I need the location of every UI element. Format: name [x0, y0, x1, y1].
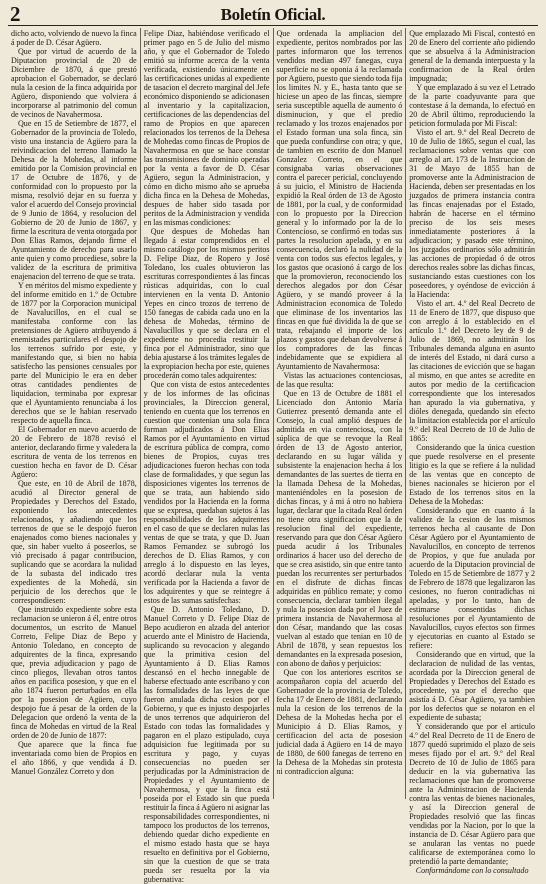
- paragraph: Y que emplazado á su vez el Letrado de la parte coadyuvante para que contestase á la demanda, lo efectuó en 20 de Abril último, reproduciendo la peticion formulada por Mi Fiscal:: [409, 83, 535, 128]
- paragraph: dicho acto, volviendo de nuevo la finca á poder de D. César Agüero.: [11, 29, 137, 47]
- paragraph: Que con los anteriores escritos se acompañaron copia del acuerdo del Gobernador de la provincia de Toledo, fecha 17 de Enero de 1881, declarando nula la cesion de los terrenos de la Dehesa de la Mohedas hecha por el Municipio á D. Elias Ramos, y certificacion del acta de posesion judicial dada á Agüero en 14 de mayo de 1880, de 600 fanegas de terreno en la Dehesa de la Mohedas sin protesta ni contradiccion alguna:: [276, 668, 403, 776]
- paragraph: Que en 15 de Setiembre de 1877, el Gobernador de la provincia de Toledo, visto una instancia de Agüero para la reivindicacion del terreno llamado la Dehesa de la Mohedas, al informe emitido por la Comision provincial en 17 de Octubre de 1876, y de conformidad con lo propuesto por la misma, resolvió dejar en su fuerza y valor el acuerdo del Consejo provincial de 9 Junio de 1864, y resolucion del Gobierno de 20 de Junio de 1867, y firme la escritura de venta otorgada por Don Elias Ramos, dejando firme el Ayuntamiento de derecho para usarlo ante quien y como procediese, sobre la validez de la escritura de primitiva enajenacion del terreno de que se trata.: [11, 119, 137, 281]
- paragraph: Que despues de Mohedas han llegado á estar comprendidos en el mismo catálogo por los mismos peritos D. Felipe Diaz, de Ropero y José Toledano, los cuales obtuvieron las escrituras correspondientes á las fincas rústicas adquiridas, con lo cual intervienen en la venta D. Antonio Yepes en cinco trozos de terreno de 150 fanegas de cabida cada uno en la dehesa de Mohedas, término de Navalucillos y que se declara en el expediente no procedia restituir la finca por el Administrador, sino que debia ajustarse á los trámites legales de la expropiacion hecha por este, quienes procederán como tales adquirentes:: [143, 227, 270, 380]
- page-header: [8, 4, 538, 26]
- paragraph: Visto el art. 9.º del Real Decreto de 10 de Julio de 1865, segun el cual, las reclamaciones sobre ventas que con arreglo al art. 173 de la Instruccion de 31 de Mayo de 1855 han de promoverse ante la Administracion de Hacienda, deben ser presentadas en los juzgados de primera instancia contra las fincas enajenadas por el Estado, habrán de hacerse en el término preciso de los seis meses inmediatamente posteriores á la adjudicacion; y pasado este término, los juzgados ordinarios sólo admitirán las acciones de propiedad ó de otros derechos reales sobre las dichas fincas, sustanciando estas cuestiones con los poseedores, y oyéndose de evicción á la Hacienda:: [409, 128, 535, 299]
- paragraph: Conformándome con lo consultado: [415, 866, 529, 875]
- paragraph: Que este, en 10 de Abril de 1878, acudió al Director general de Propiedades y Derechos del Estado, exponiendo los antecedentes relacionados, y añadiendo que los terrenos de que se le despojó fueron enajenados como bienes nacionales y que, sin haber vuelto á poseerlos, se vió precisado á pagar contribucion, suplicando que se acordara la nulidad de la subasta del indicado tres expedientes de la Mohedá, sin perjuicio de los derechos que le correspondiesen:: [11, 479, 137, 605]
- text-column-1: [8, 28, 141, 799]
- text-column-3: [274, 28, 407, 799]
- paragraph: Visto el art. 4.º del Real Decreto de 11 de Enero de 1877, que dispuso que con arreglo á lo establecido en el artículo 1.º del Decreto ley de 9 de Julio de 1869, no admitirán los Tribunales demanda alguna en asunto de interés del Estado, ni dará curso a las citaciones de evicción que se hagan al mismo, en que antes se acredite en autos por medio de la certificacion correspondiente que los interesados han apurado la via gubernativa, y dióles denegada, quedando sin efecto la limitacion establecida por el artículo 9.º del Real Decreto de 10 de Julio de 1865:: [409, 299, 535, 443]
- paragraph: Vistas las actuaciones contenciosas, de las que resulta:: [276, 371, 403, 389]
- paragraph: Considerando que en virtud, que la declaracion de nulidad de las ventas, acordada por la Direccion general de Propiedades y Derechos del Estado es procedente, ya por el derecho que asistía á D. César Agüero, ya tambien por los defectos que se notaron en el expediente de subasta;: [409, 650, 535, 722]
- paragraph: Que en 13 de Octubre de 1881 el Licenciado don Antonio María Gutierrez presentó demanda ante el Consejo, la cual amplió despues de admitida en via contenciosa, con la súplica de que se revoque la Real órden de 13 de Agosto anterior, declarando en su lugar válida y subsistente la enajenacion hecha á los demandantes de las suertes de tierra en la llamada Dehesa de la Mohedas, manteniéndoles en la posesion de dichas fincas, y á mi á otro no habiera lugar, declarar que la citada Real órden no tiene otra significacion que la de resolucion final del expediente, reservando para que don César Agüero pueda acudir á los Tribunales ordinarios á hacer uso del derecho de que se crea asistido, sin que entre tanto puedan los recurrentes ser perturbados en el disfrute de dichas fincas adquiridas en público remate; y como consecuencia, declarar tambien ilegal y nula la posesion dada por el Juez de primera instancia de Navahermosa al don César, mandando que las cosas vuelvan al estado que tenian en 10 de Abril de 1878, y sean repuestos los demandantes en la expresada posesion, con abono de daños y perjuicios:: [276, 389, 403, 668]
- paragraph: Y considerando que por el articulo 4.º del Real Decreto de 11 de Enero de 1877 quedó suprimido el plazo de seis meses fijado por el art. 9.º del Real Decreto de 10 de Julio de 1865 para deducir en la via gubernativa las reclamaciones que han de promoverse ante la Administracion de Hacienda contra las ventas de bienes nacionales, y así la Direccion general de Propiedades resolvió que las fincas vendidas por la Nacion, por lo que la instancia de D. César Agüero para que se anularan las ventas no puede calificarse de extemporánea como lo pretendió la parte demandante;: [409, 722, 535, 866]
- publication-title: Boletín Oficial.: [220, 5, 326, 24]
- text-column-2: [141, 28, 274, 884]
- paragraph: Que con vista de estos antecedentes y de los informes de las oficinas provinciales, la Direccion general, teniendo en cuenta que los terrenos en cuestion que contenian una sola finca forman adjudicados á Don Elias Ramos por el Ayuntamiento en virtud de escritura pública de compra, como bienes de Propios, cuyas tres adjudicaciones fueron hechas con toda clase de formalidades, y que segun las disposiciones vigentes los terrenos de que se trata, aun habiendo sido vendidos por la Hacienda en la forma que se expresa, quedaban sujetos á las responsabilidades de los adquirentes en el caso de que se declaren nulas las ventas de que se trata, y que D. Juan Ramos Fernandez se subrogó los derechos de D. Elias Ramos, y con arreglo á lo dispuesto en las leyes, acordó declarar nula la venta verificada por la Hacienda a favor de los adquirentes y que se reintegre á estos de las sumas satisfechas:: [143, 380, 270, 605]
- paragraph: Que aparece que la finca fue inventariada como bien de Propios en el año 1866, y que vendida á D. Manuel González Correto y don: [11, 740, 137, 776]
- paragraph: Considerando que la única cuestion que puede resolverse en el presente litigio es la que se refiere á la nulidad de las ventas que en concepto de bienes nacionales se hicieron por el Estado de los terrenos sitos en la Dehesa de la Mohedas:: [409, 443, 535, 506]
- paragraph: El Gobernador en nuevo acuerdo de 20 de Febrero de 1878 revisó el anterior, declarando firme y valedera la escritura de venta de los terrenos en cuestion hecha en favor de D. César Agüero:: [11, 425, 137, 479]
- text-columns: [8, 28, 538, 884]
- paragraph: Que ordenada la ampliacion del expediente, peritos nombrados por las partes informaron que los terrenos vendidos median 497 fanegas, cuya superficie no se oponia á la reclamada por Agüero, puesto que siendo toda fija los limites N. y E., hasta tanto que se hiciese un apeo de las fincas, siempre seria susceptible aquella de aumento ó disminucion, y que el predio reclamado y los trozos enajenados por el Estado forman una sola finca, sin que pueda confundirse con otra; y que, de tambien en escrito de don Manuel Gonzalez Correto, en el que consignaba varias observaciones contra el parecer pericial, concluyendo á su juicio, el Ministro de Hacienda expidió la Real órden de 13 de Agosto de 1881, por la cual, y de conformidad con lo propuesto por la Direccion general y lo informado por la de lo Contencioso, se confirmó en todas sus partes la resolucion apelada, y en su consecuencia, declaró la nulidad de la venta con todos sus efectos legales, y los gastos que ocasionó á cargo de los que la promovieron, reconociendo los derechos alegados por don César Agüero, y se mandó proveer á la Administracion economica de Toledo que eliminase de los inventarios las fincas en que fué dividida la de que se trata, rebajando el importe de los plazos y gastos que deban devolverse á los compradores de las fincas indebidamente que se expidiera al Ayuntamiento de Navahermosa:: [276, 29, 403, 371]
- paragraph: Que por virtud de acuerdo de la Diputacion provincial de 20 de Diciembre de 1870, á que prestó aprobacion el Gobernador, se declaró nula la cesion de la finca adquirida por Agüero, disponiendo que volviera á incorporarse al patrimonio del comun de vecinos de Navahermosa.: [11, 47, 137, 119]
- paragraph: Que emplazado Mi Fiscal, contestó en 20 de Enero del corriente año pidiendo que se absuelva á la Administracion general de la demanda interpuesta y la confirmacion de la Real órden impugnada;: [409, 29, 535, 83]
- paragraph: Que D. Antonio Toledano, D. Manuel Correto y D. Felipe Diaz de Bepo acudieron en alzada del anterior acuerdo ante el Ministro de Hacienda, suplicando su revocacion y alegando que la primitiva cesion del Ayuntamiento á D. Elias Ramos descansó en el hecho innegable de haberse efectuado ante escribano y con las formalidades de las leyes de que fueron anulada dicha cesion por el Gobierno, y que es injusto despojarles de unos terrenos que adquirieron del Estado con todas las formalidades y pagaron en el plazo estipulado, cuya adquisicion fue legitimada por su escritura y pago, y cuyas consecuencias no pueden ser perjudicadas por la Administracion de Propiedades y el Ayuntamiento de Navahermosa, y que la finca está poseida por el Estado sin que pueda restituir la finca á Agüero ni asignar las responsabilidades correspondientes, ni tampoco los productos de los terrenos, debiendo quedar dicho expediente en el mismo estado hasta que se haya resuelto en definitiva por el Gobierno, sin que la cuestion de que se trata pueda ser resuelta por la via gubernativa:: [143, 605, 270, 884]
- page-number: 2: [10, 2, 20, 26]
- paragraph: Considerando que en cuanto á la validez de la cesion de los mismos terrenos hecha al causante de Don César Agüero por el Ayuntamiento de Navalucillos, en concepto de terrenos de Propios, y que fue anulada por acuerdo de la Diputacion provincial de Toledo en 15 de Setiembre de 1877 y 2 de Febrero de 1878 que legalizaron las cesiones, no fueron contradichas ni apeladas, y por lo tanto, han de estimarse consentidas dichas resoluciones por el Ayuntamiento de Navalucillos, cuyos efectos son firmes y ejecutorias en cuanto al Estado se refiere:: [409, 506, 535, 650]
- paragraph: Que instruido expediente sobre esta reclamacion se unieron á él, entre otros documentos, un escrito de Manuel Correto, Felipe Diaz de Bepo y Antonio Toledano, en concepto de adquirentes de la finca, expresando que, previa adjudicacion y pago de cinco pliegos, llevaban otros tantos años en pacifica posesion, y que en el año 1874 fueron perturbados en ella por la posesion de Agüero, cuyo despojo fue á pesar de la orden de la Delegacion que ordenó la venta de la finca de Mohedas en virtud de la Real orden de 20 de Junio de 1877:: [11, 605, 137, 740]
- paragraph: Y en méritos del mismo expediente y del informe emitido en 1.º de Octubre de 1877 por la Corporacion municipal de Navalucillos, en el cual se manifestaba conforme con las pretensiones de Agüero atribuyendo á enemistades particulares el despojo de los terrenos sufrido por este, y manifestando que, si bien no habia satisfecho las pensiones censuales por parte del Municipio le era en deber otras cantidades pendientes de liquidacion, terminaba por expresar que el Ayuntamiento renunciaba á los derechos que se le habian reservado respecto de aquella finca.: [11, 281, 137, 425]
- text-column-4: [406, 28, 538, 875]
- paragraph: Felipe Diaz, habiéndose verificado el primer pago en 5 de Julio del mismo año, y que el Gobernador de Toledo emitió su informe acerca de la venta verificada, existiendo únicamente en las certificaciones unidas al expediente de tasacion el decreto marginal del Jefe económico disponiendo se adicionasen al inventario y la capitalizacion, certificaciones de las dependencias del ramo de Propios en que aparecen relacionados los terrenos de la Dehesa de Mohedas como fincas de Propios de Navahermosa en que se hace constar las transmisiones de dominio operadas por la venta a favor de D. César Agüero, segun la Administracion, y cómo en dicho mismo año se aprueba dicha finca en la Dehesa de Mohedas, despues de haber sido tasada por peritos de la Administracion y vendida en las mismas condiciones:: [143, 29, 270, 227]
